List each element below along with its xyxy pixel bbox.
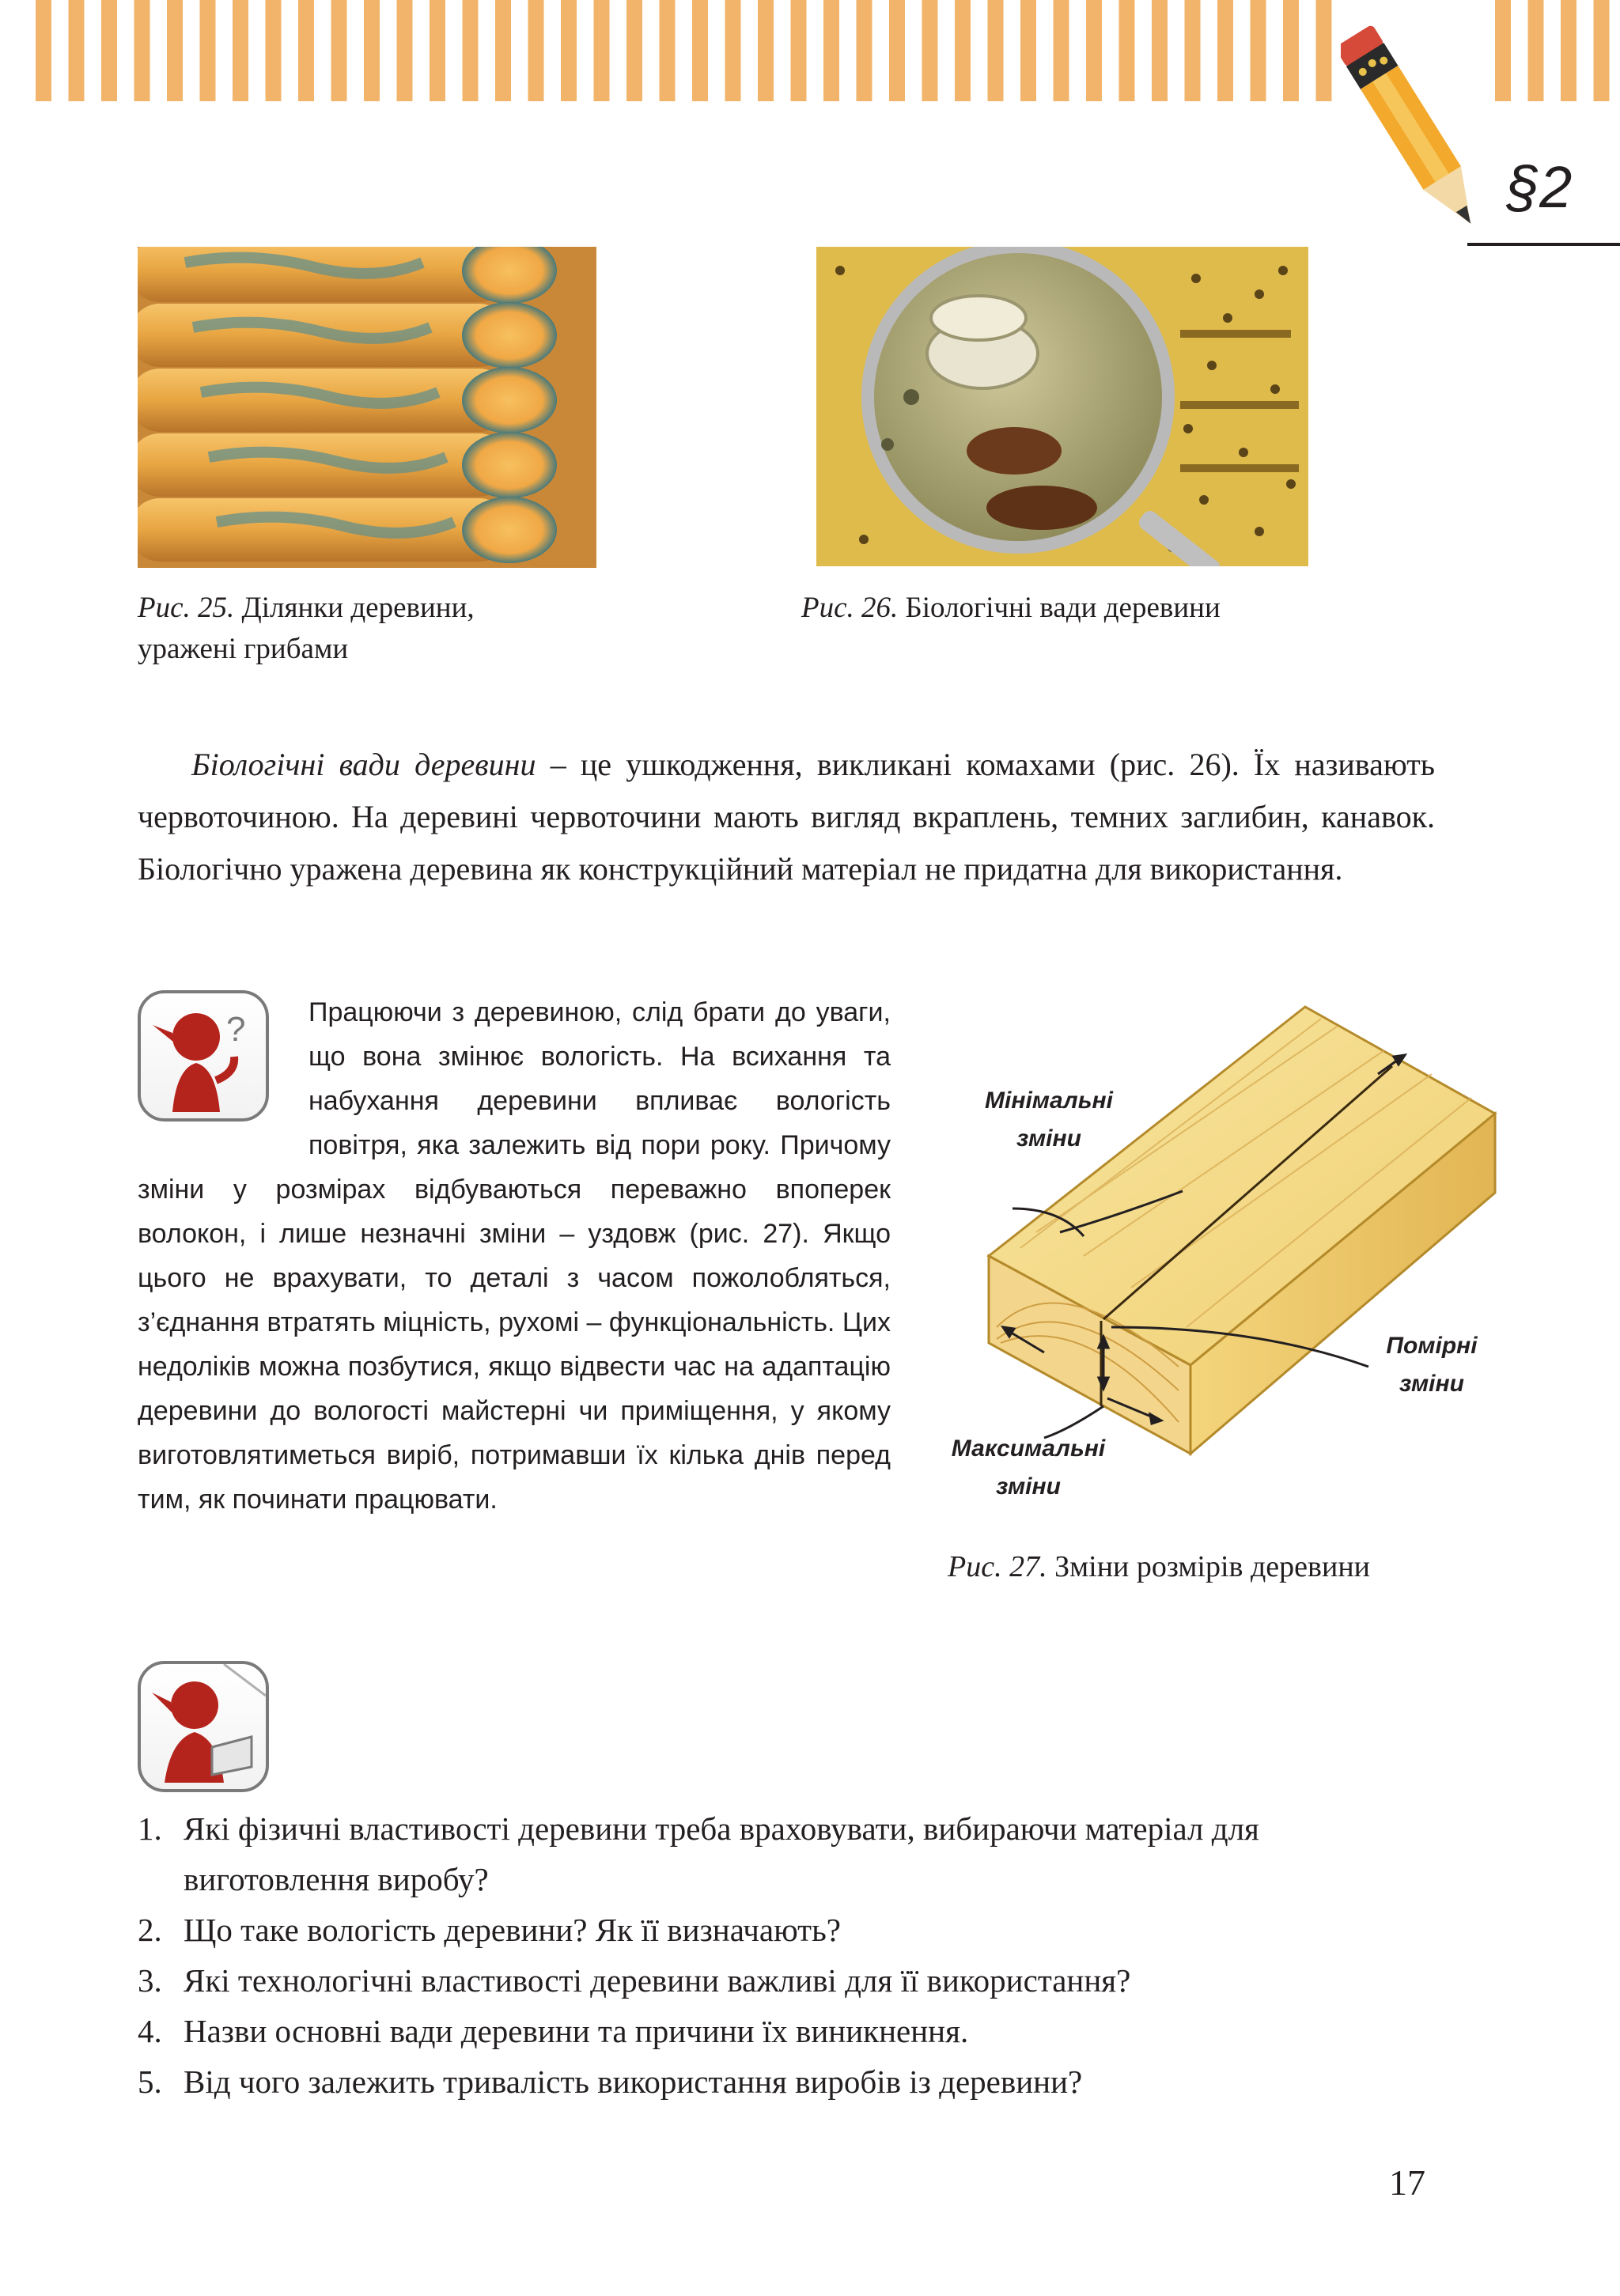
figure-25-photo [138, 247, 596, 568]
figure-26-label: Рис. 26. [801, 592, 899, 624]
icon-float-spacer [138, 990, 308, 1125]
figure-27-diagram [925, 995, 1511, 1509]
figure-26-caption-text: Біологічні вади деревини [905, 592, 1221, 624]
figure-27-label: Рис. 27. [948, 1550, 1047, 1583]
question-item: 4. Назви основні вади деревини та причини їх виникнення. [138, 2013, 969, 2049]
figure-27-caption [948, 1546, 1517, 1587]
figure-25-caption-line1: Ділянки деревини, [241, 592, 475, 624]
pencil-icon [1341, 11, 1483, 248]
figure-25-label: Рис. 25. [138, 592, 235, 624]
question-item: 5. Від чого залежить тривалість використання виробів із деревини? [138, 2063, 1083, 2100]
section-mark: §2 [1507, 154, 1573, 220]
term-biological-defects: Біологічні вади деревини [191, 747, 536, 782]
label-minimal-changes: Мінімальні зміни [985, 1087, 1113, 1152]
paragraph-biological-defects-text: – це ушкодження, викликані комахами (рис. 26). Їх називають червоточиною. На деревині червоточини мають вигляд вкраплень, темних заглибин, канавок. Біологічно уражена деревина як конструкційний матеріал не придатна для використання. [138, 747, 1435, 887]
figure-27-caption-text: Зміни розмірів деревини [1054, 1550, 1370, 1583]
review-questions [138, 1803, 1435, 2107]
reading-figure-icon [138, 1661, 269, 1792]
label-maximal-changes: Максимальні зміни [951, 1435, 1106, 1500]
note-text-block [138, 990, 891, 1522]
paragraph-biological-defects [138, 739, 1435, 895]
figure-26-photo [816, 247, 1308, 566]
question-item: 1. Які фізичні властивості деревини треба враховувати, вибираючи матеріал для виготовлення виробу? [138, 1810, 1259, 1897]
figure-26-caption [801, 588, 1434, 629]
figure-25-caption-line2: уражені грибами [138, 633, 349, 665]
question-item: 2. Що таке вологість деревини? Як її визначають? [138, 1912, 841, 1948]
figure-25-caption [138, 588, 612, 670]
svg-text:?: ? [226, 1010, 246, 1049]
note-text: Працюючи з деревиною, слід брати до уваги, що вона змінює вологість. На всихання та набухання деревини впливає вологість повітря, яка залежить від пори року. Причому зміни у розмірах відбуваються переважно впоперек волокон, і лише незначні зміни – уздовж (рис. 27). Якщо цього не врахувати, то деталі з часом пожолобляться, з’єднання втратять міцність, рухомі – функціональність. Цих недоліків можна позбутися, якщо відвести час на адаптацію деревини до вологості майстерні чи приміщення, у якому виготовлятиметься виріб, потримавши їх кілька днів перед тим, як починати працювати. [138, 997, 891, 1515]
label-moderate-changes: Помірні зміни [1386, 1333, 1478, 1397]
page-number: 17 [1389, 2162, 1425, 2203]
question-item: 3. Які технологічні властивості деревини важливі для її використання? [138, 1962, 1131, 1999]
section-rule [1467, 243, 1620, 246]
